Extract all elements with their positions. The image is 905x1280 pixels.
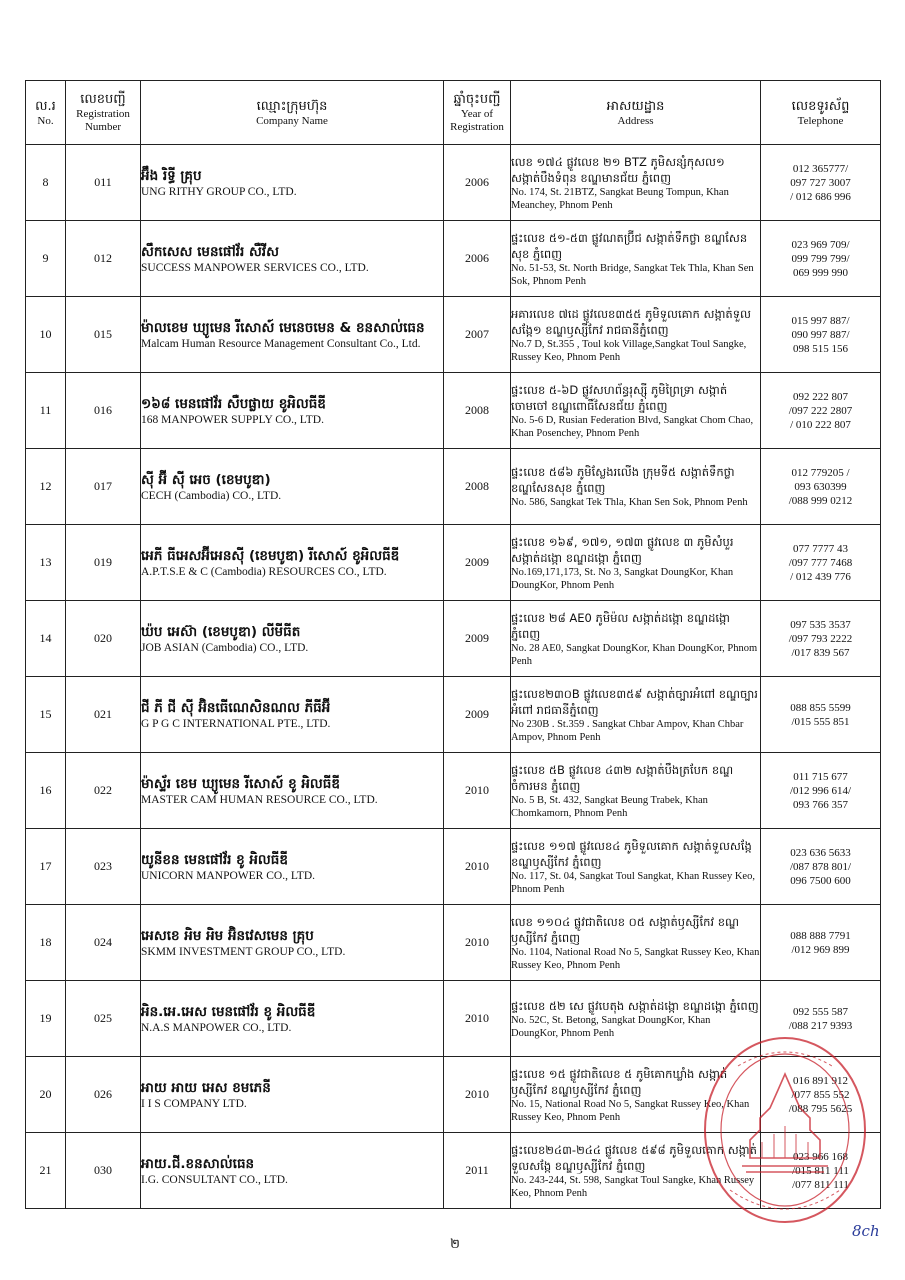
address-en: No. 117, St. 04, Sangkat Toul Sangkat, Khan Russey Keo, Phnom Penh [511,870,755,895]
row-number: 19 [26,981,66,1057]
header-company [141,81,444,145]
registration-year: 2009 [444,601,511,677]
header-year-en: Year of Registration [450,108,504,133]
telephone-line: 016 891 912 [793,1074,848,1087]
address-km: ផ្ទះលេខ ៥១-៥៣ ផ្លូវណតប្រ៊ីជ សង្កាត់ទឹកថ្លា ខណ្ឌសែនសុខ ភ្នំពេញ [511,230,748,261]
header-telephone-en: Telephone [797,114,844,127]
registration-number: 012 [66,221,141,297]
company-name-cell [141,753,444,829]
telephone-cell [761,1133,881,1209]
telephone-line: 093 766 357 [793,798,848,811]
company-name-cell [141,677,444,753]
row-number: 17 [26,829,66,905]
header-registration-km: លេខបញ្ជី [80,92,126,107]
company-name-en: N.A.S MANPOWER CO., LTD. [141,1021,292,1034]
company-name-km: អេសខេ អិម អិម អ៊ិនវេសមេន គ្រុប [141,927,314,944]
table-row [26,981,881,1057]
row-number: 18 [26,905,66,981]
header-year [444,81,511,145]
company-name-en: CECH (Cambodia) CO., LTD. [141,489,282,502]
row-number: 8 [26,145,66,221]
table-row [26,601,881,677]
company-name-cell [141,221,444,297]
telephone-cell [761,753,881,829]
address-cell [511,753,761,829]
address-cell [511,905,761,981]
telephone-cell [761,601,881,677]
address-km: ផ្ទះលេខ២៤៣-២៤៤ ផ្លូវលេខ ៥៩៨ ភូមិទួលគោក សង្កាត់ទួលសង្កែ ខណ្ឌឫស្សីកែវ ភ្នំពេញ [511,1142,757,1173]
registration-year: 2010 [444,905,511,981]
registration-year: 2006 [444,221,511,297]
registration-number: 025 [66,981,141,1057]
company-registry-table [25,80,881,1209]
telephone-line: 023 969 709/ [791,238,850,251]
company-name-cell [141,1057,444,1133]
header-no-en: No. [37,114,54,127]
telephone-cell [761,829,881,905]
telephone-line: /097 777 7468 [788,556,853,569]
address-en: No. 28 AE0, Sangkat DoungKor, Khan DoungKor, Phnom Penh [511,642,758,667]
address-cell [511,145,761,221]
telephone-line: 090 997 887/ [791,328,850,341]
registration-year: 2011 [444,1133,511,1209]
row-number: 20 [26,1057,66,1133]
company-name-cell [141,449,444,525]
telephone-line: 097 535 3537 [790,618,851,631]
registration-year: 2009 [444,525,511,601]
telephone-line: 023 636 5633 [790,846,851,859]
registration-number: 026 [66,1057,141,1133]
company-name-en: I.G. CONSULTANT CO., LTD. [141,1173,288,1186]
telephone-line: /012 996 614/ [789,784,852,797]
page-number: ២ [450,1237,460,1252]
telephone-line: /015 555 851 [791,715,850,728]
telephone-cell [761,981,881,1057]
telephone-cell [761,373,881,449]
company-name-en: A.P.T.S.E & C (Cambodia) RESOURCES CO., LTD. [141,565,387,578]
company-name-cell [141,373,444,449]
telephone-line: /088 999 0212 [788,494,853,507]
address-km: ផ្ទះលេខ ៥២ សេ ផ្លូវបេតុង សង្កាត់ដង្កោ ខណ្ឌដង្កោ ភ្នំពេញ [511,998,759,1013]
address-km: ផ្ទះលេខ ៥-៦D ផ្លូវសហព័ន្ធរុស្ស៊ី ភូមិព្រៃទ្រា សង្កាត់ចោមចៅ ខណ្ឌពោធិ៍សែនជ័យ ភ្នំពេញ [511,382,728,413]
row-number: 11 [26,373,66,449]
table-row [26,677,881,753]
company-name-km: អ៊ឹង រិទ្ធី គ្រុប [141,167,202,184]
company-name-cell [141,145,444,221]
table-body [26,145,881,1209]
table-row [26,829,881,905]
header-address-km: អាសយដ្ឋាន [606,98,665,114]
table-row [26,373,881,449]
registration-number: 020 [66,601,141,677]
address-km: ផ្ទះលេខ ៥B ផ្លូវលេខ ៤៣២ សង្កាត់បឹងត្របែក ខណ្ឌចំការមន ភ្នំពេញ [511,762,734,793]
header-no [26,81,66,145]
address-cell [511,1133,761,1209]
address-en: No. 5 B, St. 432, Sangkat Beung Trabek, Khan Chomkamorn, Phnom Penh [511,794,708,819]
registration-number: 016 [66,373,141,449]
telephone-line: 097 727 3007 [790,176,851,189]
header-company-km: ឈ្មោះក្រុមហ៊ុន [256,98,328,114]
registration-number: 024 [66,905,141,981]
telephone-line: 096 7500 600 [790,874,851,887]
address-km: ផ្ទះលេខ២៣០B ផ្លូវលេខ៣៥៩ សង្កាត់ច្បារអំពៅ ខណ្ឌច្បារអំពៅ រាជធានីភ្នំពេញ [511,686,758,717]
company-name-en: JOB ASIAN (Cambodia) CO., LTD. [141,641,309,654]
telephone-line: 023 966 168 [793,1150,848,1163]
header-address [511,81,761,145]
telephone-cell [761,905,881,981]
telephone-line: 077 7777 43 [793,542,848,555]
company-name-cell [141,981,444,1057]
address-en: No. 15, National Road No 5, Sangkat Russey Keo, Khan Russey Keo, Phnom Penh [511,1098,750,1123]
address-cell [511,829,761,905]
row-number: 15 [26,677,66,753]
telephone-cell [761,449,881,525]
telephone-line: /097 222 2807 [788,404,853,417]
table-row [26,449,881,525]
telephone-line: /077 855 552 [791,1088,850,1101]
company-name-en: Malcam Human Resource Management Consultant Co., Ltd. [141,337,421,350]
telephone-cell [761,145,881,221]
table-row [26,1057,881,1133]
row-number: 9 [26,221,66,297]
header-telephone [761,81,881,145]
company-name-cell [141,297,444,373]
company-name-km: ម៉ាស្ទ័រ ខេម ឃ្យូមេន រីសោស៍ ខូ អិលធីឌី [141,775,340,792]
registration-year: 2010 [444,981,511,1057]
company-name-cell [141,905,444,981]
header-company-en: Company Name [256,114,328,127]
telephone-line: /088 795 5625 [788,1102,853,1115]
telephone-cell [761,1057,881,1133]
address-en: No. 1104, National Road No 5, Sangkat Russey Keo, Khan Russey Keo, Phnom Penh [511,946,760,971]
telephone-line: 099 799 799/ [791,252,850,265]
table-row [26,297,881,373]
address-cell [511,677,761,753]
company-name-en: I I S COMPANY LTD. [141,1097,247,1110]
company-name-km: អេភី ធីអេសអ៊ីអេនស៊ី (ខេមបូឌា) រីសោស៍ ខូអិលធីឌី [141,547,400,564]
telephone-cell [761,221,881,297]
row-number: 21 [26,1133,66,1209]
telephone-line: /017 839 567 [791,646,850,659]
address-km: ផ្ទះលេខ ១៥ ផ្លូវជាតិលេខ ៥ ភូមិគោកឃ្លាំង សង្កាត់ឫស្សីកែវ ខណ្ឌឫស្សីកែវ ភ្នំពេញ [511,1066,728,1097]
company-name-cell [141,1133,444,1209]
handwritten-initials: 8ch [852,1222,880,1240]
company-name-cell [141,829,444,905]
address-cell [511,373,761,449]
registration-year: 2007 [444,297,511,373]
registration-year: 2008 [444,373,511,449]
row-number: 12 [26,449,66,525]
header-registration [66,81,141,145]
row-number: 16 [26,753,66,829]
table-row [26,1133,881,1209]
telephone-line: 088 888 7791 [790,929,851,942]
table-row [26,753,881,829]
telephone-line: /087 878 801/ [789,860,852,873]
telephone-line: 092 222 807 [793,390,848,403]
address-en: No. 5-6 D, Rusian Federation Blvd, Sangkat Chom Chao, Khan Posenchey, Phnom Penh [511,414,754,439]
telephone-line: 012 779205 / [791,466,850,479]
telephone-line: /097 793 2222 [788,632,853,645]
company-name-en: G P G C INTERNATIONAL PTE., LTD. [141,717,331,730]
registration-year: 2010 [444,1057,511,1133]
address-en: No.7 D, St.355 , Toul kok Village,Sangkat Toul Sangke, Russey Keo, Phnom Penh [511,338,747,363]
company-name-en: 168 MANPOWER SUPPLY CO., LTD. [141,413,324,426]
address-cell [511,449,761,525]
registration-year: 2009 [444,677,511,753]
header-address-en: Address [617,114,654,127]
address-km: អគារលេខ ៧ដេ ផ្លូវលេខ៣៥៥ ភូមិទួលគោក សង្កាត់ទួលសង្កែ១ ខណ្ឌឫស្សីកែវ រាជធានីភ្នំពេញ [511,306,751,337]
address-en: No. 174, St. 21BTZ, Sangkat Beung Tompun, Khan Meanchey, Phnom Penh [511,186,729,211]
company-name-cell [141,525,444,601]
telephone-line: /077 811 111 [792,1178,849,1191]
company-name-km: ស៊ី អ៊ី ស៊ី អេច (ខេមបូឌា) [141,471,271,488]
table-header-row [26,81,881,145]
company-name-km: ឃ៉ប អេស៊ា (ខេមបូឌា) លីមីធីត [141,623,301,640]
company-name-km: អាយ.ជី.ខនសាល់ធេន [141,1155,255,1172]
row-number: 10 [26,297,66,373]
address-cell [511,525,761,601]
telephone-line: 088 855 5599 [790,701,851,714]
header-telephone-km: លេខទូរស័ព្ទ [791,98,850,114]
company-name-km: ម៉ាលខេម ឃ្យូមេន រីសោស៍ មេនេចមេន & ខនសាល់ធេន [141,319,425,336]
telephone-line: 012 365777/ [792,162,849,175]
address-en: No. 51-53, St. North Bridge, Sangkat Tek Thla, Khan Sen Sok, Phnom Penh [511,262,754,287]
address-km: ផ្ទះលេខ ១៦៩, ១៧១, ១៧៣ ផ្លូវលេខ ៣ ភូមិសំបួរ សង្កាត់ដង្កោ ខណ្ឌដង្កោ ភ្នំពេញ [511,534,734,565]
telephone-line: 093 630399 [794,480,847,493]
telephone-line: / 010 222 807 [790,418,851,431]
registration-number: 011 [66,145,141,221]
address-cell [511,297,761,373]
registration-number: 022 [66,753,141,829]
registration-number: 030 [66,1133,141,1209]
company-name-km: អិន.អេ.អេស មេនផៅវ័រ ខូ អិលធីឌី [141,1003,316,1020]
telephone-line: 092 555 587 [793,1005,848,1018]
address-km: លេខ ១១០៤ ផ្លូវជាតិលេខ ០៥ សង្កាត់ឫស្សីកែវ ខណ្ឌឫស្សីកែវ ភ្នំពេញ [511,914,740,945]
table-row [26,145,881,221]
telephone-line: 098 515 156 [793,342,848,355]
telephone-line: 015 997 887/ [791,314,850,327]
company-name-km: យូនីខន មេនផៅវ័រ ខូ អិលធីឌី [141,851,288,868]
registration-number: 023 [66,829,141,905]
telephone-line: 069 999 990 [793,266,848,279]
address-en: No 230B . St.359 . Sangkat Chbar Ampov, Khan Chbar Ampov, Phnom Penh [511,718,744,743]
company-name-km: ជី ភី ជី ស៊ី អ៊ិនធើណេសិនណល ភីធីអ៊ី [141,699,331,716]
address-en: No. 52C, St. Betong, Sangkat DoungKor, Khan DoungKor, Phnom Penh [511,1014,711,1039]
header-registration-en: Registration Number [76,108,130,133]
table-row [26,905,881,981]
address-en: No. 586, Sangkat Tek Thla, Khan Sen Sok, Phnom Penh [511,497,748,508]
header-no-km: ល.រ [35,98,56,114]
address-cell [511,981,761,1057]
telephone-line: / 012 439 776 [790,570,851,583]
row-number: 13 [26,525,66,601]
company-name-en: UNICORN MANPOWER CO., LTD. [141,869,315,882]
address-cell [511,601,761,677]
telephone-line: /012 969 899 [791,943,850,956]
company-name-km: សឹកសេស មេនផៅវ័រ សឺវីស [141,243,279,260]
registry-table-wrap [25,80,880,1209]
company-name-km: ១៦៨ មេនផៅវ័រ សឺបផ្លាយ ខូអិលធីឌី [141,395,326,412]
telephone-line: /088 217 9393 [788,1019,853,1032]
company-name-cell [141,601,444,677]
header-year-km: ឆ្នាំចុះបញ្ជី [453,92,501,107]
address-cell [511,1057,761,1133]
telephone-cell [761,525,881,601]
table-row [26,525,881,601]
address-km: ផ្ទះលេខ ១១៧ ផ្លូវលេខ៤ ភូមិទួលគោក សង្កាត់ទួលសង្កែ ខណ្ឌឫស្សីកែវ ភ្នំពេញ [511,838,752,869]
address-km: ផ្ទះលេខ ៥៨៦ ភូមិស្លែងរលើង ក្រុមទី៥ សង្កាត់ទឹកថ្លា ខណ្ឌសែនសុខ ភ្នំពេញ [511,465,735,495]
company-name-en: MASTER CAM HUMAN RESOURCE CO., LTD. [141,793,378,806]
registration-year: 2008 [444,449,511,525]
company-name-en: SUCCESS MANPOWER SERVICES CO., LTD. [141,261,369,274]
registration-year: 2010 [444,829,511,905]
table-row [26,221,881,297]
company-name-km: អាយ អាយ អេស ខមភេនី [141,1079,271,1096]
address-cell [511,221,761,297]
registration-number: 019 [66,525,141,601]
registration-number: 021 [66,677,141,753]
address-en: No.169,171,173, St. No 3, Sangkat DoungKor, Khan DoungKor, Phnom Penh [511,566,734,591]
address-km: ផ្ទះលេខ ២៨ AE0 ភូមិម៉ល សង្កាត់ដង្កោ ខណ្ឌដង្កោ ភ្នំពេញ [511,610,731,641]
company-name-en: UNG RITHY GROUP CO., LTD. [141,185,297,198]
telephone-cell [761,297,881,373]
company-name-en: SKMM INVESTMENT GROUP CO., LTD. [141,945,346,958]
telephone-line: /015 811 111 [792,1164,849,1177]
registration-year: 2006 [444,145,511,221]
registration-number: 015 [66,297,141,373]
registration-number: 017 [66,449,141,525]
telephone-cell [761,677,881,753]
telephone-line: / 012 686 996 [790,190,851,203]
address-km: លេខ ១៧៤ ផ្លូវលេខ ២១ BTZ ភូមិសន្សំកុសល១ សង្កាត់បឹងទំពុន ខណ្ឌមានជ័យ ភ្នំពេញ [511,154,725,185]
address-en: No. 243-244, St. 598, Sangkat Toul Sangke, Khan Russey Keo, Phnom Penh [511,1174,755,1199]
registration-year: 2010 [444,753,511,829]
telephone-line: 011 715 677 [793,770,848,783]
row-number: 14 [26,601,66,677]
